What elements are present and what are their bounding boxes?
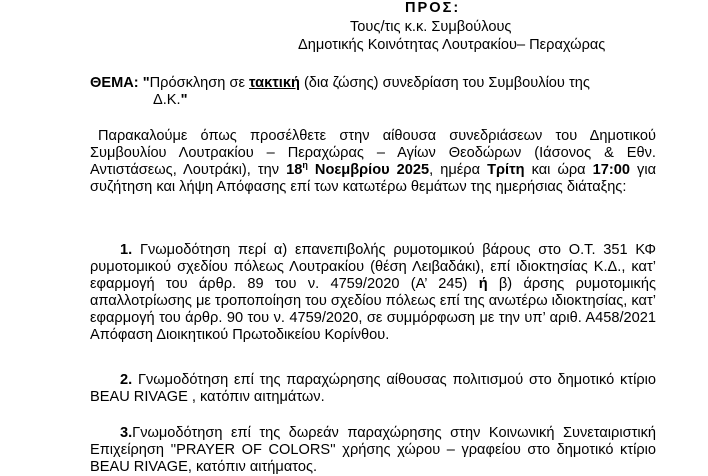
- intro-date-sup: η: [302, 160, 308, 171]
- agenda-item-1-number: 1.: [120, 242, 133, 258]
- agenda-item-3-text: Γνωμοδότηση επί της δωρεάν παραχώρησης στην Κοινωνική Συνεταιριστική Επιχείρηση ''PRAYER OF COLORS'' χρήσης χώρου – γραφείου στο δημοτικό κτίριο BEAU RIVAGE, κατόπιν αιτήματος.: [90, 425, 656, 475]
- agenda-item-2: [90, 372, 656, 406]
- agenda-item-2-number: 2.: [120, 372, 133, 388]
- subject-line: [90, 75, 650, 109]
- subject-line-2: Δ.Κ.: [153, 92, 181, 108]
- agenda-item-1-text-a: Γνωμοδότηση περί α) επανεπιβολής ρυμοτομικού βάρους στο Ο.Τ. 351 ΚΦ ρυμοτομικού σχεδίου πόλεως Λουτρακίου (θέση Λειβαδάκι), επί ιδιοκτησίας Κ.Δ., κατ’ εφαρμογή του άρθρ. 89 του ν. 4759/2020 (Α’ 245): [90, 242, 656, 292]
- intro-part-4: για συζήτηση και λήψη Απόφασης επί των κατωτέρω θεμάτων της ημερήσιας διάταξης:: [90, 162, 656, 195]
- agenda-item-1-or: ή: [478, 276, 488, 292]
- agenda-item-2-text: Γνωμοδότηση επί της παραχώρησης αίθουσας πολιτισμού στο δημοτικό κτίριο BEAU RIVAGE , κατόπιν αιτημάτων.: [90, 372, 656, 405]
- agenda-item-3: [90, 425, 656, 476]
- agenda-item-1-text-b: β) άρσης ρυμοτομικής απαλλοτρίωσης με τροποποίηση του σχεδίου πόλεως επί της ανωτέρω ιδιοκτησίας, κατ’ εφαρμογή του άρθρ. 90 του ν. 4759/2020, σε συμμόρφωση με την υπ’ αριθ. Α458/2021 Απόφαση Διοικητικού Πρωτοδικείου Κορίνθου.: [90, 276, 656, 343]
- subject-label: ΘΕΜΑ: ": [90, 75, 150, 91]
- recipient-line-2: Δημοτικής Κοινότητας Λουτρακίου– Περαχώρας: [298, 37, 606, 53]
- subject-text-after: (δια ζώσης) συνεδρίαση του Συμβουλίου της: [299, 75, 590, 91]
- intro-time: 17:00: [592, 162, 630, 178]
- agenda-item-1: [90, 242, 656, 344]
- intro-part-3: και ώρα: [524, 162, 593, 178]
- intro-date-rest: Νοεμβρίου 2025: [307, 162, 430, 178]
- intro-date-day: 18: [286, 162, 303, 178]
- intro-part-2: , ημέρα: [429, 162, 488, 178]
- agenda-item-3-number: 3.: [120, 425, 133, 441]
- to-heading: ΠΡΟΣ:: [405, 0, 461, 16]
- subject-underlined: τακτική: [249, 75, 300, 91]
- recipient-line-1: Τους/τις κ.κ. Συμβούλους: [350, 19, 512, 35]
- intro-paragraph: [90, 128, 656, 196]
- intro-weekday: Τρίτη: [487, 162, 525, 178]
- intro-part-1: Παρακαλούμε όπως προσέλθετε στην αίθουσα συνεδριάσεων του Δημοτικού Συμβουλίου Λουτρακίου – Περαχώρας – Αγίων Θεοδώρων (Ιάσονος & Εθν. Αντιστάσεως, Λουτράκι), την: [90, 128, 656, 178]
- subject-close-quote: ": [180, 92, 188, 108]
- subject-text-before: Πρόσκληση σε: [149, 75, 250, 91]
